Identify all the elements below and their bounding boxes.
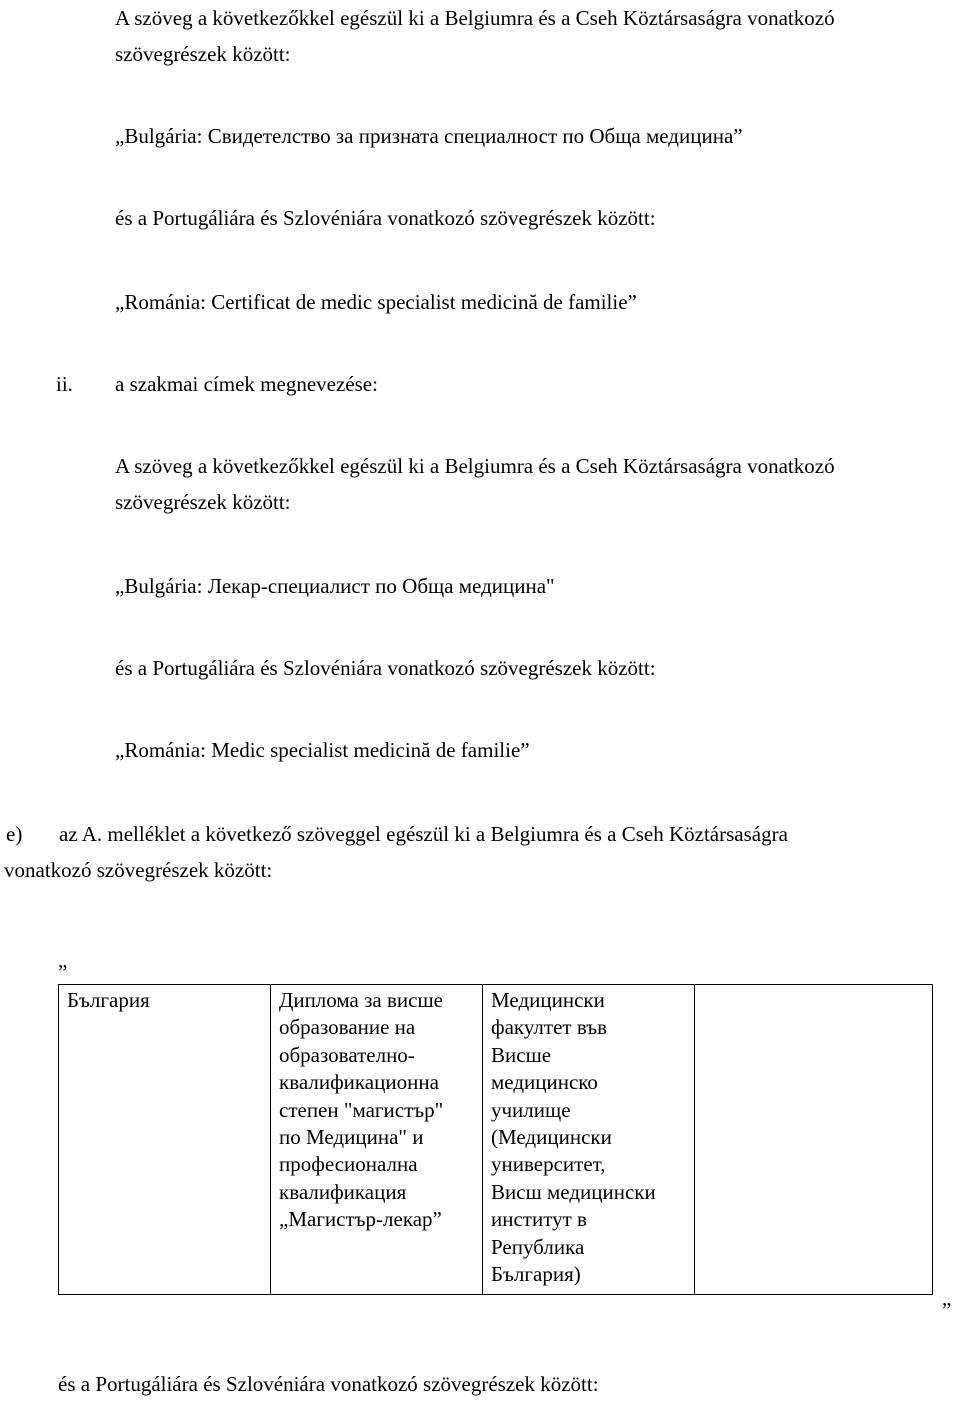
awarding-institution: Медицински факултет във Висше медицинско училище (Медицински университет, Висш медицински институт в Република България) [491, 988, 656, 1287]
country-name: България [67, 988, 150, 1012]
diploma-title: Диплома за висше образование на образователно- квалификационна степен "магистър" по Медицина" и професионална квалификация „Магистър-лекар” [279, 988, 444, 1232]
opening-quote-mark: „ [58, 948, 68, 972]
item-ii-heading: a szakmai címek megnevezése: [115, 372, 378, 396]
portugal-slovenia-intro: és a Portugáliára és Szlovéniára vonatkozó szövegrészek között: [115, 206, 656, 230]
item-ii-marker: ii. [56, 372, 73, 396]
closing-quote-mark: ” [942, 1298, 952, 1322]
bulgaria-certificate-quote: „Bulgária: Свидетелство за призната специалност по Обща медицина” [115, 124, 743, 148]
item-e-line-2: vonatkozó szövegrészek között: [4, 858, 273, 882]
portugal-slovenia-intro-2: és a Portugáliára és Szlovéniára vonatkozó szövegrészek között: [115, 656, 656, 680]
empty-cell [695, 985, 933, 1295]
bulgaria-diploma-table [58, 984, 933, 1295]
bulgaria-title-quote: „Bulgária: Лекар-специалист по Обща медицина" [115, 574, 555, 598]
romania-certificate-quote: „Románia: Certificat de medic specialist medicină de familie” [115, 290, 637, 314]
item-e-marker: e) [6, 822, 23, 846]
item-e-line-1: az A. melléklet a következő szöveggel egészül ki a Belgiumra és a Cseh Köztársaságra [59, 822, 788, 846]
country-cell [59, 985, 271, 1295]
intro-paragraph-line-1: A szöveg a következőkkel egészül ki a Belgiumra és a Cseh Köztársaságra vonatkozó [115, 6, 835, 30]
diploma-cell [271, 985, 483, 1295]
romania-title-quote: „Románia: Medic specialist medicină de familie” [115, 738, 530, 762]
title-paragraph-line-2: szövegrészek között: [115, 490, 291, 514]
institution-cell [483, 985, 695, 1295]
table-row [59, 985, 933, 1295]
title-paragraph-line-1: A szöveg a következőkkel egészül ki a Belgiumra és a Cseh Köztársaságra vonatkozó [115, 454, 835, 478]
intro-paragraph-line-2: szövegrészek között: [115, 42, 291, 66]
final-intro-line: és a Portugáliára és Szlovéniára vonatkozó szövegrészek között: [58, 1372, 599, 1396]
